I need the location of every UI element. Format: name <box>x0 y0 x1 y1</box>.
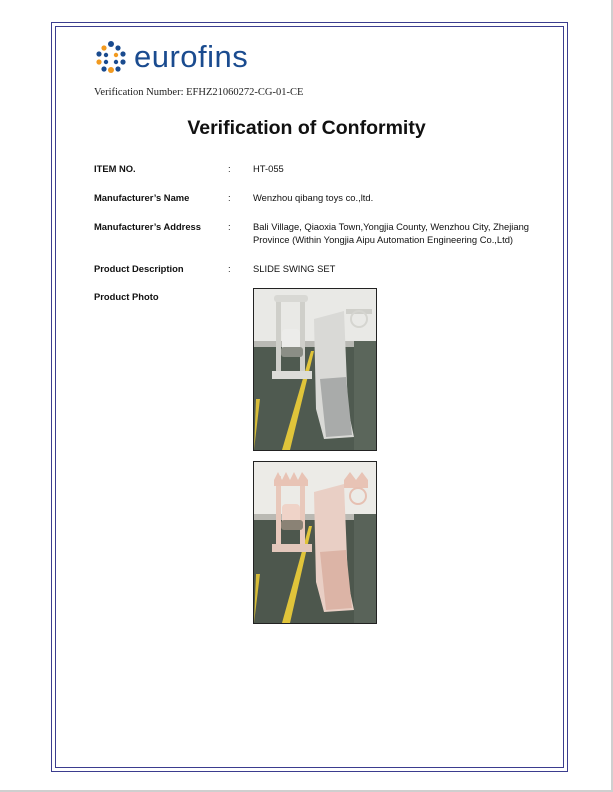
verification-number: Verification Number: EFHZ21060272-CG-01-CE <box>94 87 304 98</box>
field-value: Bali Village, Qiaoxia Town,Yongjia County, Wenzhou City, Zhejiang Province (Within Yongjia Aipu Automation Engineering Co.,Ltd) <box>253 221 530 245</box>
brand-name: eurofins <box>134 39 249 74</box>
field-value: SLIDE SWING SET <box>253 263 336 274</box>
document-title: Verification of Conformity <box>187 117 426 139</box>
product-photo-grey <box>253 288 377 451</box>
field-colon: : <box>228 163 231 174</box>
field-colon: : <box>228 263 231 274</box>
field-colon: : <box>228 221 231 232</box>
field-value: HT-055 <box>253 163 284 174</box>
field-label: Product Photo <box>94 291 159 302</box>
field-label: Manufacturer’s Name <box>94 192 190 203</box>
eurofins-dots-icon <box>94 40 128 74</box>
field-colon: : <box>228 192 231 203</box>
field-label: Product Description <box>94 263 184 274</box>
field-value: Wenzhou qibang toys co.,ltd. <box>253 192 374 203</box>
product-photo-pink <box>253 461 377 624</box>
eurofins-logo <box>94 40 248 74</box>
field-label: Manufacturer’s Address <box>94 221 201 232</box>
field-label: ITEM NO. <box>94 163 136 174</box>
